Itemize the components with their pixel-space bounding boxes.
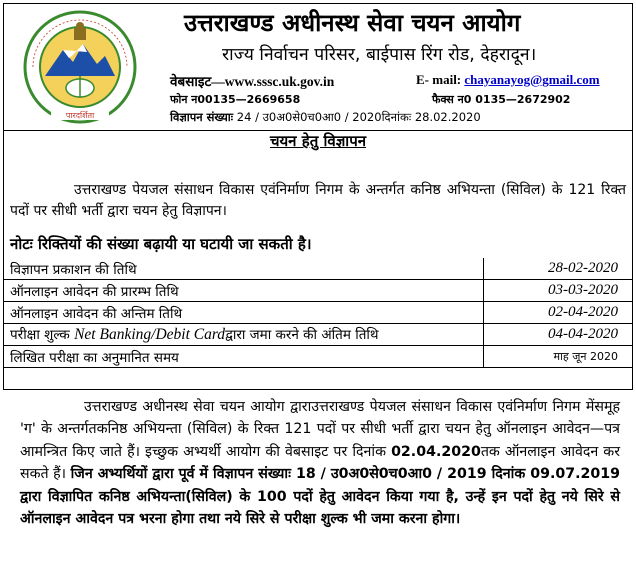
fax-label: फैक्स न0: [432, 93, 476, 106]
phone-line: [170, 92, 300, 107]
advertisement-frame: [3, 3, 633, 390]
table-row: [4, 302, 632, 324]
advertisement-number-line: [170, 110, 481, 125]
body-paragraph: उत्तराखण्ड अधीनस्थ सेवा चयन आयोग द्वाराउत्तराखण्ड पेयजल संसाधन विकास एवंनिर्माण निगम मेंसमूह 'ग' के अन्तर्गतकनिष्ठ अभियन्ता (सिविल) के रिक्त 121 पदों पर सीधी भर्ती द्वारा चयन हेतु ऑनलाइन आवेदन—पत्र आमन्त्रित किए जाते हैं। इच्छुक अभ्यर्थी आयोग की वेबसाइट पर दिनांक 02.04.2020तक ऑनलाइन आवेदन कर सकते हैं। जिन अभ्यर्थियों द्वारा पूर्व में विज्ञापन संख्याः 18 / उ0अ0से0च0आ0 / 2019 दिनांक 09.07.2019 द्वारा विज्ञापित कनिष्ठ अभियन्ता(सिविल) के 100 पदों हेतु आवेदन किया गया है, उन्हें इन पदों हेतु नये सिरे से ऑनलाइन आवेदन पत्र भरना होगा तथा नये सिरे से परीक्षा शुल्क भी जमा करना होगा।: [20, 399, 621, 528]
table-row: [4, 280, 632, 302]
website-value[interactable]: www.sssc.uk.gov.in: [224, 74, 335, 89]
note-text: नोटः रिक्तियों की संख्या बढ़ायी या घटायी जा सकती है।: [10, 235, 312, 253]
adv-date: 28.02.2020: [411, 110, 481, 124]
organization-address: राज्य निर्वाचन परिसर, बाईपास रिंग रोड, देहरादून।: [222, 45, 537, 65]
date-label: परीक्षा शुल्क Net Banking/Debit Cardद्वारा जमा करने की अंतिम तिथि: [4, 324, 484, 346]
seal-motto: पारदर्शिता: [65, 111, 95, 120]
email-link[interactable]: chayanayog@gmail.com: [464, 72, 600, 87]
website-line: [170, 72, 334, 90]
table-row: [4, 346, 632, 368]
letterhead: [4, 4, 632, 131]
adv-number: 24 / उ0अ0से0च0आ0 / 2020: [233, 110, 382, 124]
phone-label: फोन न0: [170, 93, 206, 106]
website-label: वेबसाइट—: [170, 74, 225, 89]
section-title: चयन हेतु विज्ञापन: [269, 132, 367, 150]
commission-seal-logo: [23, 10, 137, 124]
adv-date-label: दिनांकः: [381, 110, 412, 124]
date-label: ऑनलाइन आवेदन की अन्तिम तिथि: [4, 302, 484, 324]
adv-label: विज्ञापन संख्याः: [170, 110, 234, 124]
fax-line: [432, 92, 570, 107]
email-label: E- mail:: [416, 72, 465, 87]
date-value: 02-04-2020: [484, 302, 633, 324]
date-value: 03-03-2020: [484, 280, 633, 302]
table-row: [4, 258, 632, 280]
date-label: लिखित परीक्षा का अनुमानित समय: [4, 346, 484, 368]
phone-value: 0135—2669658: [205, 93, 301, 106]
date-value: 04-04-2020: [484, 324, 633, 346]
dates-table: [4, 258, 632, 368]
fax-value: 0135—2672902: [475, 93, 571, 106]
organization-name: उत्तराखण्ड अधीनस्थ सेवा चयन आयोग: [184, 9, 521, 37]
date-label: ऑनलाइन आवेदन की प्रारम्भ तिथि: [4, 280, 484, 302]
last-date: 02.04.2020: [391, 443, 481, 460]
date-label: विज्ञापन प्रकाशन की तिथि: [4, 258, 484, 280]
date-value: 28-02-2020: [484, 258, 633, 280]
table-row: [4, 324, 632, 346]
previous-applicants-notice: जिन अभ्यर्थियों द्वारा पूर्व में विज्ञापन संख्याः 18 / उ0अ0से0च0आ0 / 2019 दिनांक 09.07.2019 द्वारा विज्ञापित कनिष्ठ अभियन्ता(सिविल) के 100 पदों हेतु आवेदन किया गया है, उन्हें इन पदों हेतु नये सिरे से ऑनलाइन आवेदन पत्र भरना होगा तथा नये सिरे से परीक्षा शुल्क भी जमा करना होगा।: [20, 466, 620, 528]
email-line: [416, 72, 600, 88]
date-value: माह जून 2020: [484, 346, 633, 368]
intro-text: उत्तराखण्ड पेयजल संसाधन विकास एवंनिर्माण निगम के अन्तर्गत कनिष्ठ अभियन्ता (सिविल) के 121 रिक्त पदों पर सीधी भर्ती द्वारा चयन हेतु विज्ञापन।: [10, 182, 626, 219]
